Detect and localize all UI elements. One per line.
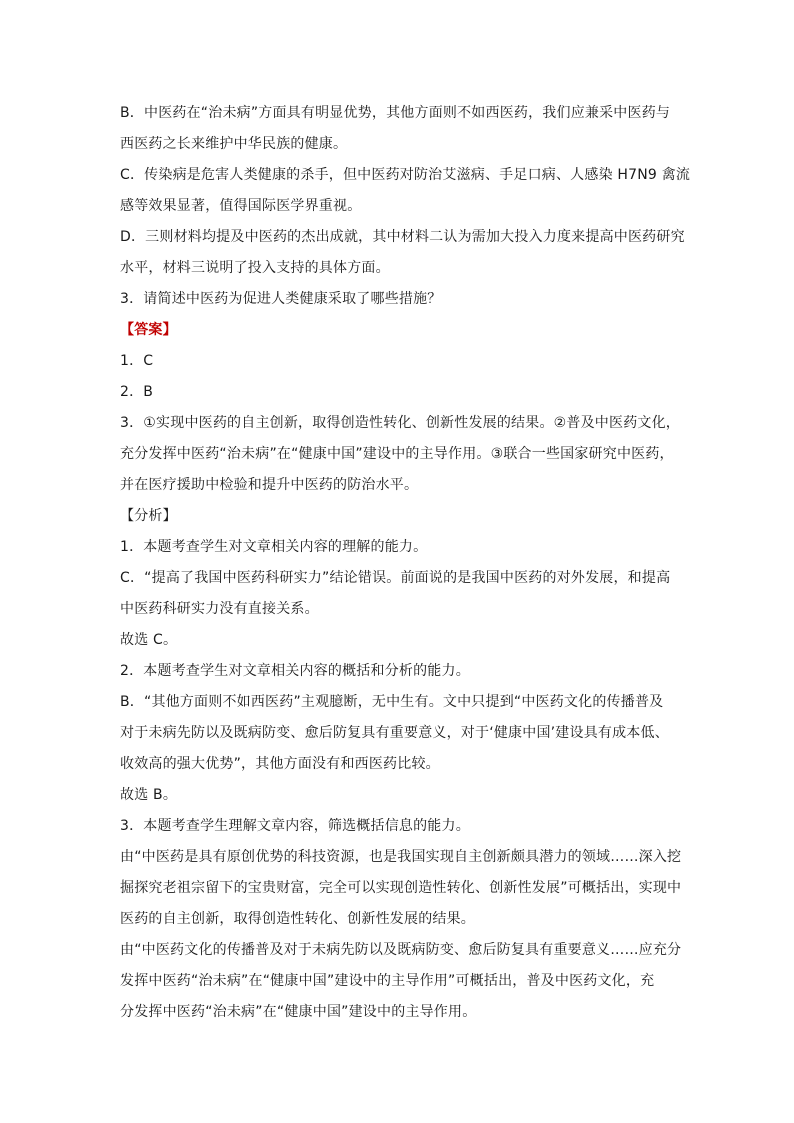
analysis-2-line-1: B．“其他方面则不如西医药”主观臆断，无中生有。文中只提到“中医药文化的传播普及	[120, 694, 664, 710]
analysis-1-intro: 1．本题考查学生对文章相关内容的理解的能力。	[120, 539, 428, 555]
answer-heading: 【答案】	[120, 322, 177, 338]
answer-2: 2．B	[120, 384, 154, 400]
option-d-line-1: D．三则材料均提及中医药的杰出成就，其中材料二认为需加大投入力度来提高中医药研究	[120, 229, 685, 245]
analysis-2-line-3: 收效高的强大优势”，其他方面没有和西医药比较。	[120, 756, 440, 772]
answer-3-line-1: 3．①实现中医药的自主创新，取得创造性转化、创新性发展的结果。②普及中医药文化，	[120, 415, 681, 431]
option-b-line-2: 西医药之长来维护中华民族的健康。	[120, 136, 348, 152]
analysis-1-choice: 故选 C。	[120, 632, 178, 648]
analysis-1-line-1: C．“提高了我国中医药科研实力”结论错误。前面说的是我国中医药的对外发展，和提高	[120, 570, 671, 586]
analysis-3-line-1: 由“中医药是具有原创优势的科技资源，也是我国实现自主创新颇具潜力的领域……深入挖	[120, 849, 682, 865]
analysis-3-line-5: 发挥中医药“治未病”在“健康中国”建设中的主导作用”可概括出，普及中医药文化，充	[120, 973, 655, 989]
option-b-line-1: B．中医药在“治未病”方面具有明显优势，其他方面则不如西医药，我们应兼采中医药与	[120, 105, 671, 121]
analysis-3-line-3: 医药的自主创新，取得创造性转化、创新性发展的结果。	[120, 911, 475, 927]
analysis-2-intro: 2．本题考查学生对文章相关内容的概括和分析的能力。	[120, 663, 470, 679]
answer-3-line-3: 并在医疗援助中检验和提升中医药的防治水平。	[120, 477, 419, 493]
option-d-line-2: 水平，材料三说明了投入支持的具体方面。	[120, 260, 390, 276]
option-c-line-2: 感等效果显著，值得国际医学界重视。	[120, 198, 362, 214]
analysis-2-line-2: 对于未病先防以及既病防变、愈后防复具有重要意义，对于‘健康中国’建设具有成本低、	[120, 725, 669, 741]
analysis-3-line-2: 掘探究老祖宗留下的宝贵财富，完全可以实现创造性转化、创新性发展”可概括出，实现中	[120, 880, 682, 896]
analysis-3-intro: 3．本题考查学生理解文章内容，筛选概括信息的能力。	[120, 818, 470, 834]
analysis-heading: 【分析】	[120, 508, 177, 524]
answer-1: 1．C	[120, 353, 154, 369]
analysis-3-line-4: 由“中医药文化的传播普及对于未病先防以及既病防变、愈后防复具有重要意义……应充分	[120, 942, 682, 958]
answer-3-line-2: 充分发挥中医药“治未病”在“健康中国”建设中的主导作用。③联合一些国家研究中医药，	[120, 446, 674, 462]
question-3: 3．请简述中医药为促进人类健康采取了哪些措施？	[120, 291, 442, 307]
analysis-3-line-6: 分发挥中医药“治未病”在“健康中国”建设中的主导作用。	[120, 1004, 477, 1020]
option-c-line-1: C．传染病是危害人类健康的杀手，但中医药对防治艾滋病、手足口病、人感染 H7N9 禽流	[120, 167, 691, 183]
analysis-2-choice: 故选 B。	[120, 787, 178, 803]
analysis-1-line-2: 中医药科研实力没有直接关系。	[120, 601, 319, 617]
document-body	[120, 98, 691, 1028]
